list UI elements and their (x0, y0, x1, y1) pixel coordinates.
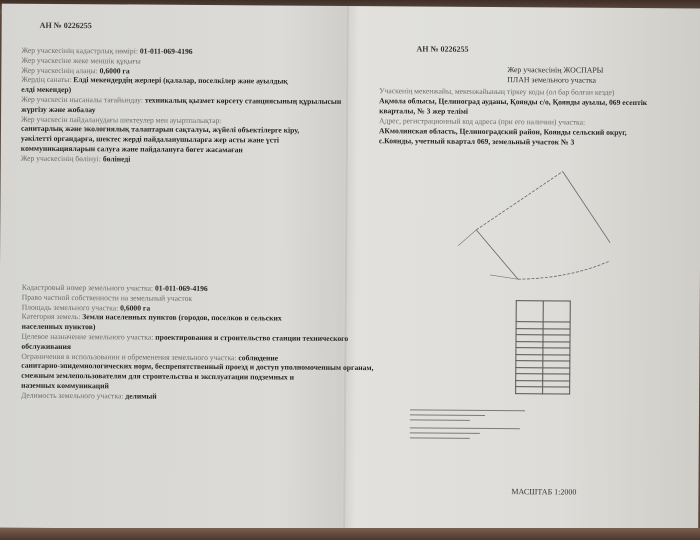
field-label: Делимость земельного участка: (21, 390, 124, 401)
field-value: коммуникацияларын салуға және пайдалануға бөгет жасамаған (20, 143, 243, 155)
field-label: Жер учаскесін пайдаланудағы шектеулер мен ауыртпалықтар: (21, 114, 222, 125)
field-label: Категория земель: (21, 312, 81, 322)
text-line (21, 153, 131, 164)
field-value: елді мекендер) (21, 84, 72, 95)
field-label: Жер учаскесінің алаңы: (21, 65, 98, 75)
document-sheet (0, 4, 700, 533)
right-doc-number: АН № 0226255 (416, 44, 469, 54)
parcel-plan-drawing (400, 161, 611, 297)
field-value: проектирования и строительство станции технического (155, 332, 349, 343)
field-value: смежным землепользователям для строительства и эксплуатации подземных и (21, 370, 295, 382)
field-value: с.Коянды, учетный квартал 069, земельный участок № 3 (378, 136, 575, 147)
field-value: наземных коммуникаций (21, 380, 109, 391)
field-label: Адрес, регистрационный код адреса (при его наличии) участка: (378, 116, 586, 127)
field-value: 0,6000 га (99, 65, 130, 76)
field-value: бөлінеді (102, 154, 131, 164)
field-value: техникалық қызмет көрсету станциясының құрылысын (144, 95, 342, 106)
field-value: Ақмола облысы, Целиноград ауданы, Қоянды с/о, Қоянды ауылы, 069 есептік (379, 96, 648, 108)
field-value: населенных пунктов) (21, 321, 96, 332)
field-label: Площадь земельного участка: (21, 302, 119, 312)
field-label: Жер учаскесінің кадастрлық нөмірі: (21, 45, 138, 56)
field-label: Жер учаскесін нысаналы тағайындау: (21, 94, 143, 105)
field-label: Целевое назначение земельного участка: (21, 331, 154, 342)
text-line (21, 85, 71, 95)
adjacent-line-left (458, 230, 476, 246)
left-doc-number: АН № 0226255 (39, 20, 92, 31)
table-edge-bottom (0, 528, 700, 540)
field-label: Жер учаскесінің бөлінуі: (20, 153, 101, 164)
field-value: АКмолинская область, Целиноградский район, Коянды сельский округ, (378, 126, 627, 137)
field-label: Право частной собственности на земельный участок (21, 292, 193, 303)
text-line (379, 136, 574, 147)
field-value: обслуживания (21, 341, 72, 351)
field-value: 01-011-069-4196 (139, 46, 193, 56)
parcel-edge-left (476, 230, 518, 279)
field-value: 01-011-069-4196 (154, 283, 208, 294)
field-value: Елді мекендердің жерлері (қалалар, поселкілер және ауылдық (73, 75, 288, 86)
field-value: кварталы, № 3 жер телімі (379, 106, 469, 116)
parcel-boundary (562, 171, 610, 242)
field-value: делимый (125, 391, 157, 401)
adjacent-line-bottom (490, 275, 518, 279)
parcel-arc-bottom (518, 260, 610, 280)
fold-line (343, 6, 349, 530)
field-value: жүргізу және жобалау (21, 104, 96, 115)
parcel-arc-top (476, 171, 562, 231)
field-label: Ограничения в использовании и обременения земельного участка: (21, 351, 237, 362)
field-label: Жердің санаты: (21, 75, 72, 85)
field-value: Земли населенных пунктов (городов, поселков и сельских (82, 312, 282, 323)
field-value: уәкілетті органдарға, шектес жерді пайдаланушыларға жер асты және үсті (20, 133, 279, 145)
coordinates-table (515, 300, 571, 394)
scale-label: МАСШТАБ 1:2000 (511, 487, 577, 497)
field-value: соблюдение (238, 352, 279, 363)
text-line (21, 391, 157, 402)
field-value: 0,6000 га (120, 302, 151, 313)
field-label: Учаскенің мекенжайы, мекенжайының тіркеу коды (ол бар болған кезде) (379, 86, 615, 97)
field-label: Жер учаскесіне жеке меншік құқығы (21, 55, 141, 66)
field-value: санитарлық және экологиялық талаптарын сақталуы, жүйелі объектілерге кіру, (20, 124, 300, 136)
plan-title-ru: ПЛАН земельного участка (507, 75, 597, 85)
field-value: санитарно-эпидемиологических норм, беспрепятственный проезд и доступ уполномоченным органам, (21, 361, 374, 373)
field-label: Кадастровый номер земельного участка: (21, 282, 154, 293)
text-line (21, 342, 71, 352)
text-line (379, 106, 468, 117)
plan-title-kz: Жер учаскесінің ЖОСПАРЫ (507, 65, 604, 75)
